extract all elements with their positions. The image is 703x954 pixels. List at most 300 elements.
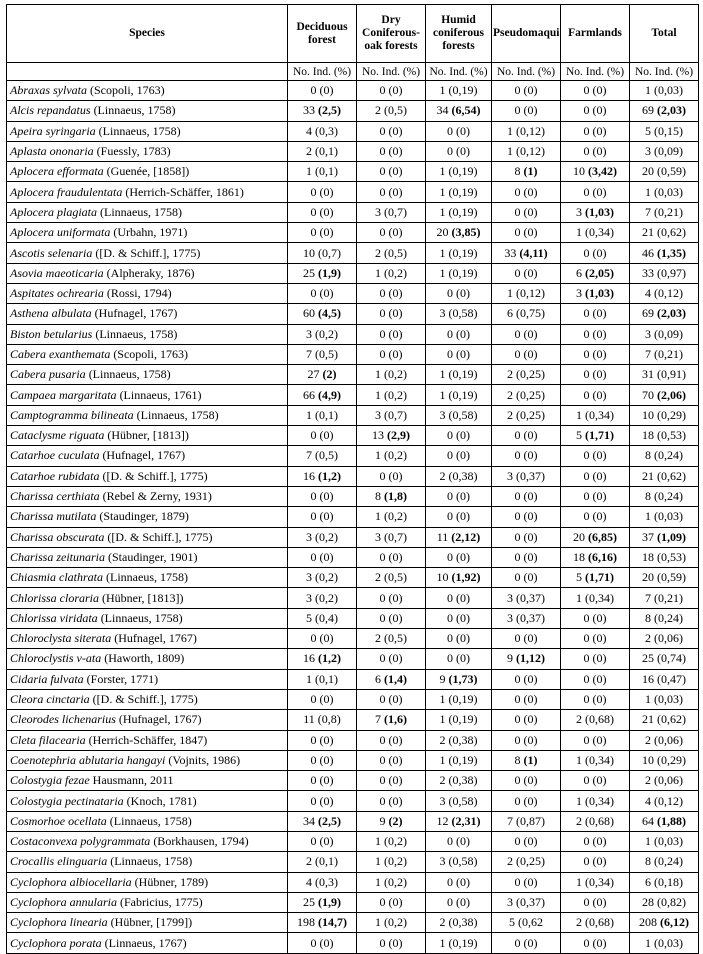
value-cell-total [630,629,699,649]
species-cell [7,283,288,303]
individual-count: 1 [645,935,651,950]
individual-count: 0 [583,144,590,159]
value-cell-farmlands [561,771,630,791]
value-cell-pseudomaqui [492,608,561,628]
individual-count: 0 [379,347,386,361]
percentage: (0,97) [657,265,686,280]
individual-count: 0 [514,793,521,808]
units-cell-species [7,63,288,81]
individual-count: 1 [375,854,381,869]
units-cell: No. Ind. (%) [630,63,699,81]
individual-count: 0 [514,732,521,747]
species-name: Aplocera fraudulentata [10,184,123,199]
table-row [7,852,699,872]
species-cell [7,344,288,364]
percentage: (0) [388,144,403,159]
value-cell-dry-coniferous-oak-forests [357,831,426,851]
value-cell-dry-coniferous-oak-forests [357,689,426,709]
percentage: (0,24) [654,854,683,869]
percentage: (0) [319,834,334,849]
percentage: (0) [523,834,538,849]
percentage: (0) [456,549,470,564]
table-row [7,141,699,161]
value-cell-farmlands [561,588,630,608]
percentage: (0,19) [448,265,478,280]
percentage: (0,29) [657,752,686,767]
individual-count: 0 [583,509,590,524]
individual-count: 8 [514,164,521,179]
value-cell-farmlands [561,365,630,385]
individual-count: 1 [645,692,651,707]
percentage: (0) [319,732,334,747]
value-cell-farmlands [561,426,630,446]
percentage: (2,5) [318,813,341,828]
value-cell-farmlands [561,750,630,770]
species-author: (Alpheraky, 1876) [106,265,195,280]
value-cell-total [630,892,699,912]
percentage: (0) [456,590,470,605]
units-cell: No. Ind. (%) [426,63,492,81]
individual-count: 3 [306,570,312,585]
percentage: (0) [592,347,607,361]
units-row [7,63,699,81]
value-cell-farmlands [561,831,630,851]
species-cell [7,385,288,405]
percentage: (1,2) [318,651,341,666]
value-cell-pseudomaqui [492,162,561,182]
percentage: (0,2) [384,915,407,930]
individual-count: 0 [379,468,386,483]
value-cell-pseudomaqui [492,121,561,141]
value-cell-total [630,710,699,730]
individual-count: 3 [439,306,446,321]
value-cell-farmlands [561,649,630,669]
species-cell [7,426,288,446]
value-cell-farmlands [561,689,630,709]
percentage: (0) [388,935,403,950]
value-cell-deciduous-forest [288,750,357,770]
value-cell-total [630,121,699,141]
percentage: (2) [322,367,337,382]
percentage: (0) [592,854,607,869]
percentage: (0) [592,671,607,686]
individual-count: 0 [379,732,386,747]
value-cell-deciduous-forest [288,162,357,182]
percentage: (2,06) [657,387,686,402]
percentage: (0,2) [315,590,338,605]
table-row [7,872,699,892]
species-author: (Herrich-Schäffer, 1861) [125,184,244,199]
individual-count: 0 [310,184,317,199]
percentage: (0,37) [516,610,545,625]
value-cell-humid-coniferous-forests [426,629,492,649]
individual-count: 37 [642,529,654,544]
percentage: (0) [592,448,607,463]
percentage: (1,88) [657,813,686,828]
individual-count: 0 [514,509,521,524]
value-cell-humid-coniferous-forests [426,811,492,831]
percentage: (0,47) [657,671,686,686]
value-cell-dry-coniferous-oak-forests [357,162,426,182]
individual-count: 0 [447,448,453,463]
value-cell-pseudomaqui [492,872,561,892]
species-name: Charissa zeitunaria [10,549,106,564]
percentage: (0) [456,610,470,625]
value-cell-dry-coniferous-oak-forests [357,81,426,101]
table-row [7,243,699,263]
percentage: (1,9) [318,895,341,910]
species-cell [7,486,288,506]
percentage: (0) [388,326,403,341]
individual-count: 0 [583,834,590,849]
percentage: (0,34) [585,407,614,422]
species-name: Chlorissa viridata [10,610,98,625]
header-species: Species [7,5,288,63]
value-cell-deciduous-forest [288,446,357,466]
table-row [7,283,699,303]
value-cell-humid-coniferous-forests [426,852,492,872]
percentage: (0) [592,123,607,138]
value-cell-pseudomaqui [492,750,561,770]
individual-count: 0 [583,631,590,646]
value-cell-total [630,588,699,608]
percentage: (0) [456,895,470,910]
header-humid-coniferous-forests: Humid coniferous forests [426,5,492,63]
percentage: (0) [319,83,334,98]
individual-count: 3 [507,895,513,910]
individual-count: 1 [439,367,446,382]
species-author: (Hufnagel, 1767) [94,306,178,321]
percentage: (0) [523,529,538,544]
percentage: (0) [523,570,538,585]
value-cell-deciduous-forest [288,304,357,324]
individual-count: 0 [583,692,590,707]
individual-count: 2 [645,732,651,747]
value-cell-pseudomaqui [492,527,561,547]
percentage: (0,2) [315,529,338,544]
table-row [7,121,699,141]
species-author: (Staudinger, 1901) [108,549,198,564]
percentage: (0,58) [448,793,478,808]
percentage: (0,38) [448,732,478,747]
value-cell-deciduous-forest [288,669,357,689]
species-cell [7,831,288,851]
individual-count: 0 [583,468,590,483]
table-row [7,466,699,486]
individual-count: 0 [379,144,386,159]
individual-count: 0 [583,103,590,118]
species-name: Colostygia pectinataria [10,793,124,808]
percentage: (0,5) [384,245,407,260]
individual-count: 0 [310,692,317,707]
percentage: (0) [388,83,403,98]
value-cell-humid-coniferous-forests [426,872,492,892]
value-cell-pseudomaqui [492,811,561,831]
percentage: (0) [388,773,403,788]
percentage: (0,03) [654,184,683,199]
individual-count: 1 [507,123,513,138]
value-cell-farmlands [561,547,630,567]
individual-count: 5 [576,570,582,585]
value-cell-total [630,831,699,851]
species-cell [7,466,288,486]
value-cell-deciduous-forest [288,730,357,750]
value-cell-farmlands [561,182,630,202]
individual-count: 10 [642,752,654,767]
value-cell-farmlands [561,892,630,912]
value-cell-pseudomaqui [492,831,561,851]
individual-count: 28 [642,895,654,910]
individual-count: 2 [645,773,651,788]
individual-count: 1 [645,184,651,199]
value-cell-humid-coniferous-forests [426,547,492,567]
individual-count: 0 [379,184,386,199]
species-name: Costaconvexa polygrammata [10,834,151,849]
value-cell-total [630,141,699,161]
individual-count: 1 [576,874,582,889]
species-author: (Linnaeus, 1767) [104,935,187,950]
value-cell-dry-coniferous-oak-forests [357,283,426,303]
species-author: (Linnaeus, 1758) [100,610,183,625]
individual-count: 7 [645,590,651,605]
percentage: (0,03) [654,83,683,98]
individual-count: 20 [642,164,654,179]
header-dry-coniferous-oak-forests: Dry Coniferous-oak forests [357,5,426,63]
individual-count: 0 [583,935,590,950]
percentage: (0,29) [657,407,686,422]
individual-count: 1 [439,164,446,179]
individual-count: 2 [576,915,582,930]
value-cell-humid-coniferous-forests [426,344,492,364]
species-author: (Guenée, [1858]) [106,164,190,179]
table-row [7,365,699,385]
individual-count: 6 [576,265,582,280]
individual-count: 11 [436,529,449,544]
value-cell-dry-coniferous-oak-forests [357,486,426,506]
value-cell-humid-coniferous-forests [426,385,492,405]
individual-count: 1 [306,164,312,179]
individual-count: 0 [447,834,453,849]
individual-count: 0 [514,204,521,219]
percentage: (0) [523,204,538,219]
value-cell-humid-coniferous-forests [426,791,492,811]
table-row [7,547,699,567]
individual-count: 0 [447,895,453,910]
value-cell-total [630,689,699,709]
value-cell-humid-coniferous-forests [426,689,492,709]
species-name: Aplocera plagiata [10,204,97,219]
value-cell-deciduous-forest [288,365,357,385]
individual-count: 0 [447,326,453,341]
percentage: (0) [456,326,470,341]
individual-count: 0 [514,103,521,118]
value-cell-dry-coniferous-oak-forests [357,202,426,222]
value-cell-pseudomaqui [492,730,561,750]
individual-count: 66 [303,387,315,402]
species-name: Cleta filacearia [10,732,86,747]
percentage: (0) [319,489,334,504]
percentage: (0) [592,935,607,950]
value-cell-humid-coniferous-forests [426,426,492,446]
percentage: (0,12) [516,286,545,301]
species-name: Alcis repandatus [10,103,91,118]
individual-count: 3 [375,407,381,422]
percentage: (0) [592,610,607,625]
individual-count: 3 [439,854,446,869]
species-cell [7,202,288,222]
value-cell-pseudomaqui [492,324,561,344]
percentage: (1,4) [384,671,407,686]
percentage: (0,21) [654,590,683,605]
percentage: (0) [592,103,607,118]
individual-count: 0 [583,610,590,625]
species-name: Colostygia fezae [10,773,90,788]
percentage: (0,53) [657,549,686,564]
percentage: (0,59) [657,570,686,585]
table-row [7,588,699,608]
species-cell [7,872,288,892]
value-cell-dry-coniferous-oak-forests [357,385,426,405]
percentage: (0) [388,184,403,199]
individual-count: 198 [297,915,315,930]
percentage: (1,73) [448,671,478,686]
table-row [7,101,699,121]
individual-count: 0 [514,712,521,727]
percentage: (0) [456,489,470,504]
percentage: (0,5) [315,347,338,361]
percentage: (0,4) [315,610,338,625]
percentage: (0) [388,752,403,767]
species-cell [7,547,288,567]
individual-count: 3 [439,407,446,422]
species-cell [7,324,288,344]
value-cell-total [630,811,699,831]
individual-count: 0 [447,874,453,889]
individual-count: 27 [307,367,320,382]
percentage: (0,12) [654,793,683,808]
individual-count: 4 [645,793,651,808]
species-cell [7,568,288,588]
species-author: (Fabricius, 1775) [120,895,203,910]
units-cell: No. Ind. (%) [357,63,426,81]
percentage: (0) [456,651,470,666]
species-author: (Linnaeus, 1758) [100,204,182,219]
value-cell-total [630,568,699,588]
value-cell-total [630,283,699,303]
species-name: Cabera pusaria [10,367,86,382]
species-author: (Hübner, [1813]) [102,590,184,605]
percentage: (0,1) [315,144,338,159]
percentage: (0,21) [654,347,683,361]
individual-count: 0 [447,509,453,524]
individual-count: 0 [514,631,521,646]
individual-count: 8 [645,854,651,869]
percentage: (0) [592,489,607,504]
species-author: ([D. & Schiff.], 1775) [92,692,198,707]
individual-count: 0 [514,428,521,443]
value-cell-deciduous-forest [288,831,357,851]
individual-count: 3 [576,204,582,219]
individual-count: 3 [439,793,446,808]
percentage: (4,9) [318,387,341,402]
percentage: (0,15) [654,123,683,138]
value-cell-farmlands [561,527,630,547]
value-cell-total [630,304,699,324]
individual-count: 7 [645,347,651,361]
percentage: (0,19) [448,387,478,402]
percentage: (0,03) [654,509,683,524]
value-cell-deciduous-forest [288,283,357,303]
species-abundance-table [6,4,699,954]
value-cell-pseudomaqui [492,405,561,425]
individual-count: 3 [306,590,312,605]
value-cell-total [630,913,699,933]
percentage: (0,68) [585,712,614,727]
species-author: (Linnaeus, 1758) [88,367,171,382]
value-cell-deciduous-forest [288,933,357,953]
value-cell-farmlands [561,608,630,628]
percentage: (0) [523,103,538,118]
value-cell-deciduous-forest [288,486,357,506]
individual-count: 2 [507,407,513,422]
species-cell [7,365,288,385]
units-cell: No. Ind. (%) [288,63,357,81]
value-cell-total [630,446,699,466]
individual-count: 2 [507,367,513,382]
value-cell-farmlands [561,162,630,182]
value-cell-total [630,669,699,689]
value-cell-pseudomaqui [492,689,561,709]
percentage: (0) [388,549,403,564]
percentage: (2,03) [657,103,686,118]
value-cell-deciduous-forest [288,811,357,831]
table-row [7,344,699,364]
value-cell-pseudomaqui [492,81,561,101]
individual-count: 0 [583,306,590,321]
percentage: (0,06) [654,773,683,788]
value-cell-deciduous-forest [288,81,357,101]
percentage: (0) [592,834,607,849]
value-cell-farmlands [561,629,630,649]
table-row [7,182,699,202]
value-cell-deciduous-forest [288,547,357,567]
value-cell-humid-coniferous-forests [426,466,492,486]
percentage: (0) [456,428,470,443]
percentage: (0) [388,793,403,808]
individual-count: 11 [303,712,315,727]
percentage: (0) [319,225,334,240]
percentage: (1,2) [318,468,341,483]
species-cell [7,933,288,953]
individual-count: 0 [514,874,521,889]
value-cell-humid-coniferous-forests [426,202,492,222]
value-cell-deciduous-forest [288,263,357,283]
individual-count: 3 [306,326,312,341]
individual-count: 10 [436,570,449,585]
species-author: (Forster, 1771) [86,671,159,686]
percentage: (0,87) [516,813,545,828]
value-cell-dry-coniferous-oak-forests [357,791,426,811]
value-cell-deciduous-forest [288,527,357,547]
individual-count: 0 [310,793,317,808]
individual-count: 12 [436,813,449,828]
percentage: (1,03) [585,286,614,301]
species-author: (Linnaeus, 1758) [93,103,176,118]
value-cell-dry-coniferous-oak-forests [357,446,426,466]
species-author: ([D. & Schiff.], 1775) [107,529,213,544]
individual-count: 0 [514,225,521,240]
percentage: (0,3) [315,874,338,889]
